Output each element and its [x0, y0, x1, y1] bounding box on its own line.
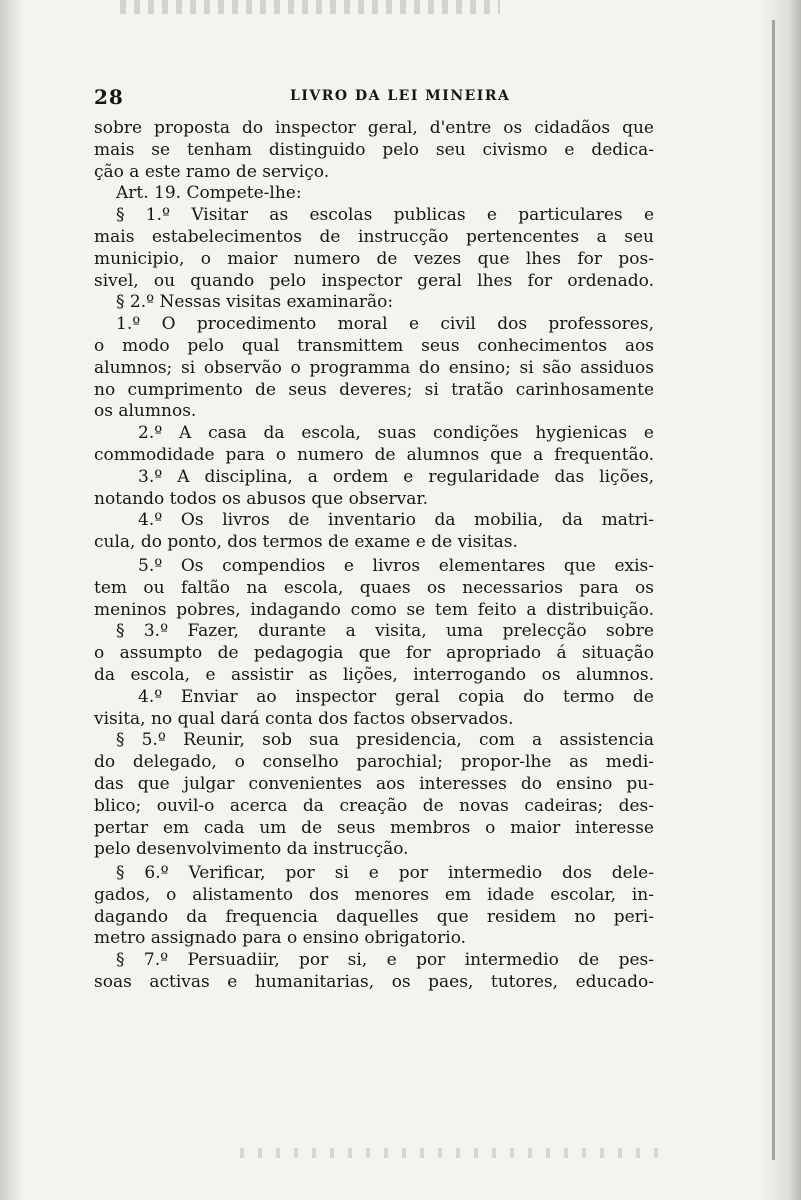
text-line: § 2.º Nessas visitas examinarão:	[116, 292, 394, 313]
page-header	[94, 85, 674, 109]
right-page-edge	[761, 0, 801, 1200]
text-line: § 7.º Persuadiir, por si, e por intermedio de pes-	[116, 950, 654, 971]
text-line: cula, do ponto, dos termos de exame e de visitas.	[94, 532, 518, 553]
text-line: 4.º Enviar ao inspector geral copia do termo de	[138, 686, 654, 707]
text-line: da escola, e assistir as lições, interrogando os alumnos.	[94, 664, 654, 685]
body-text	[94, 118, 654, 994]
text-line: 4.º Os livros de inventario da mobilia, da matri-	[138, 510, 654, 531]
right-edge-line	[772, 20, 775, 1160]
text-line: 5.º Os compendios e livros elementares que exis-	[138, 555, 654, 576]
text-line: 1.º O procedimento moral e civil dos professores,	[116, 314, 654, 335]
text-line: § 5.º Reunir, sob sua presidencia, com a assistencia	[116, 730, 654, 751]
text-line: pelo desenvolvimento da instrucção.	[94, 839, 409, 860]
text-line: do delegado, o conselho parochial; propor-lhe as medi-	[94, 752, 654, 773]
left-binding-shadow	[0, 0, 24, 1200]
text-line: 2.º A casa da escola, suas condições hygienicas e	[138, 423, 654, 444]
text-line: no cumprimento de seus deveres; si tratão carinhosamente	[94, 379, 654, 400]
text-line: o assumpto de pedagogia que for apropriado á situação	[94, 643, 654, 664]
text-line: pertar em cada um de seus membros o maior interesse	[94, 817, 654, 838]
text-line: os alumnos.	[94, 401, 197, 422]
text-line: § 3.º Fazer, durante a visita, uma prelecção sobre	[116, 621, 654, 642]
text-line: notando todos os abusos que observar.	[94, 488, 429, 509]
running-title: LIVRO DA LEI MINEIRA	[290, 88, 511, 104]
article-heading: Art. 19. Compete-lhe:	[116, 183, 302, 204]
text-line: blico; ouvil-o acerca da creação de novas cadeiras; des-	[94, 795, 654, 816]
text-line: sivel, ou quando pelo inspector geral lhes for ordenado.	[94, 270, 654, 291]
text-line: meninos pobres, indagando como se tem feito a distribuição.	[94, 599, 654, 620]
text-line: alumnos; si observão o programma do ensino; si são assiduos	[94, 357, 654, 378]
text-line: gados, o alistamento dos menores em idade escolar, in-	[94, 884, 654, 905]
text-line: ção a este ramo de serviço.	[94, 161, 330, 182]
text-line: dagando da frequencia daquelles que residem no peri-	[94, 906, 654, 927]
text-line: soas activas e humanitarias, os paes, tutores, educado-	[94, 972, 654, 993]
text-line: sobre proposta do inspector geral, d'entre os cidadãos que	[94, 118, 654, 138]
text-line: visita, no qual dará conta dos factos observados.	[94, 708, 514, 729]
text-line: das que julgar convenientes aos interesses do ensino pu-	[94, 773, 654, 794]
page-number: 28	[94, 85, 124, 109]
text-line: mais se tenham distinguido pelo seu civismo e dedica-	[94, 139, 654, 160]
text-line: § 6.º Verificar, por si e por intermedio dos dele-	[116, 863, 654, 884]
text-line: commodidade para o numero de alumnos que a frequentão.	[94, 444, 654, 465]
text-line: metro assignado para o ensino obrigatorio.	[94, 928, 467, 949]
text-line: o modo pelo qual transmittem seus conhecimentos aos	[94, 335, 654, 356]
text-line: municipio, o maior numero de vezes que lhes for pos-	[94, 248, 654, 269]
text-line: tem ou faltão na escola, quaes os necessarios para os	[94, 577, 654, 598]
bottom-bleed-through	[240, 1148, 660, 1158]
text-line: mais estabelecimentos de instrucção pertencentes a seu	[94, 226, 654, 247]
top-bleed-through	[120, 0, 500, 14]
text-line: 3.º A disciplina, a ordem e regularidade das lições,	[138, 466, 654, 487]
text-line: § 1.º Visitar as escolas publicas e particulares e	[116, 205, 654, 226]
